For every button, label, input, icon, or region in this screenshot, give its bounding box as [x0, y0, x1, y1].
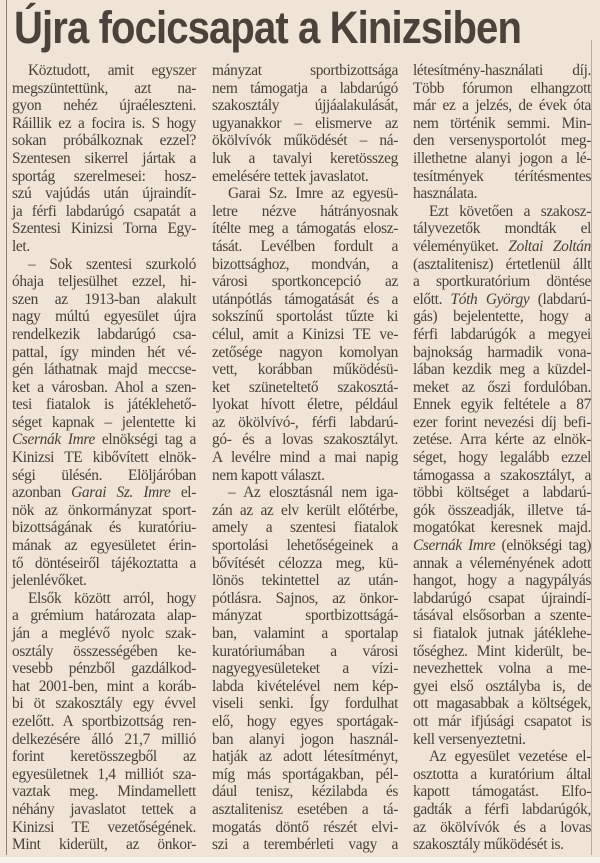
text-line [212, 291, 398, 309]
line-text: ján a meglévő nyolc szak- [12, 625, 196, 642]
line-text: (elnökségi tag) [495, 537, 591, 555]
line-text: elő, hogy egyes sportágak- [212, 712, 398, 730]
line-text: tesi fiatalok is játéklehető- [12, 396, 196, 414]
line-text: bi öt szakosztály egy évvel [12, 695, 196, 713]
text-line [212, 220, 398, 238]
text-line [212, 731, 398, 749]
text-line [212, 643, 398, 661]
text-line [413, 256, 591, 274]
line-text: forint keretösszegből az [12, 748, 196, 766]
text-line [212, 801, 398, 819]
line-text: gók összeadják, illetve tá- [413, 501, 591, 519]
text-line [12, 185, 196, 203]
line-text: Köztudott, amit egyszer [28, 62, 196, 79]
text-line [413, 449, 591, 467]
line-text: el- [170, 484, 196, 502]
text-line [12, 132, 196, 150]
line-text: delkezésére álló 21,7 millió [12, 730, 196, 748]
line-text: férfi labdarúgók a megyei [413, 325, 591, 343]
line-text: sokszínű sportolást tűzte ki [212, 308, 398, 326]
line-text: az ökölvívók és a lovas [413, 818, 591, 836]
text-line [12, 326, 196, 344]
text-line [12, 97, 196, 115]
line-text: (labdarú- [529, 290, 592, 308]
line-text: asztalitenisz esetében a tá- [212, 800, 398, 818]
line-text: sokan próbálkoznak ezzel? [12, 132, 196, 150]
text-line [12, 484, 196, 502]
text-line [413, 660, 591, 678]
line-text: viseli senki. Így fordulhat [212, 695, 398, 713]
text-line [12, 660, 196, 678]
text-line [413, 203, 591, 221]
line-text: bővítését célozza meg, kü- [212, 554, 398, 572]
text-line [413, 643, 591, 661]
text-line [12, 308, 196, 326]
line-text: labdarúgó csapat újraindí- [413, 589, 591, 607]
text-line [413, 819, 591, 837]
line-text: hangot, hogy a nagypályás [413, 572, 591, 590]
text-line [413, 590, 591, 608]
line-text: illethetne alanyi jogon a lé- [413, 149, 591, 167]
line-text: – Az elosztásnál nem iga- [228, 484, 398, 502]
text-line [212, 150, 398, 168]
line-text: nem támogatja a labdarúgó [212, 79, 398, 97]
line-text: ítélte meg a támogatás elosz- [212, 220, 398, 238]
column-1 [12, 62, 196, 854]
line-text: bizottsághoz, mondván, a [212, 255, 398, 273]
line-text: emelésére tettek javaslatot. [212, 167, 369, 185]
line-text: dául tenisz, kézilabda és [212, 783, 398, 801]
person-name: Csernák Imre [12, 431, 95, 449]
text-line [212, 678, 398, 696]
line-text: tőséghez. Mint kiderült, be- [413, 642, 591, 660]
line-text: véleményüket. [413, 237, 509, 255]
line-text: kuratóriumában a városi [212, 642, 398, 660]
line-text: városi sportkoncepció az [212, 273, 398, 291]
line-text: Kinizsi TE kibővített elnök- [12, 449, 196, 467]
line-text: egyesületnek 1,4 milliót sza- [12, 765, 196, 783]
line-text: mogatókat keresnek majd. [413, 519, 591, 537]
text-line [212, 607, 398, 625]
line-text: néhány javaslatot tettek a [12, 800, 196, 818]
line-text: vesebb pénzből gazdálkod- [12, 660, 196, 678]
text-line [413, 766, 591, 784]
text-line [12, 555, 196, 573]
person-name: Garai Sz. Imre [71, 484, 171, 502]
text-line [12, 431, 196, 449]
line-text: ugyanakkor – elismerve az [212, 114, 398, 132]
text-line [12, 590, 196, 608]
text-line [413, 537, 591, 555]
line-text: – Sok szentesi szurkoló [28, 255, 196, 273]
line-text: hat 2001-ben, mint a koráb- [12, 677, 196, 695]
line-text: Az egyesület vezetése el- [429, 748, 591, 766]
text-line [413, 836, 591, 854]
text-line [212, 449, 398, 467]
line-text: létesítmény-használati díj. [413, 62, 591, 79]
line-text: nagyegyesületeket a vízi- [212, 660, 398, 678]
text-line [12, 572, 196, 590]
text-line [212, 519, 398, 537]
text-line [12, 748, 196, 766]
text-line [413, 80, 591, 98]
text-line [413, 344, 591, 362]
text-line [12, 607, 196, 625]
line-text: az ökölvívó-, férfi labdarú- [212, 413, 398, 431]
line-text: kapott támogatást. Elfo- [413, 783, 591, 801]
line-text: ökölvívók működését – ná- [212, 132, 398, 150]
text-line [212, 590, 398, 608]
text-line [212, 467, 398, 485]
line-text: használata. [413, 185, 478, 203]
text-line [413, 555, 591, 573]
text-line [413, 115, 591, 133]
text-line [413, 97, 591, 115]
line-text: szú vajúdás után újraindít- [12, 185, 196, 203]
text-line [413, 783, 591, 801]
text-line [212, 572, 398, 590]
text-line [12, 396, 196, 414]
text-line [12, 256, 196, 274]
line-text: Ennek egyik feltétele a 87 [413, 396, 591, 414]
line-text: lában kezdik meg a küzdel- [413, 361, 591, 379]
line-text: szakosztály működését is. [413, 836, 564, 854]
line-text: nem történik semmi. Min- [413, 114, 591, 132]
line-text: bajnokság harmadik vona- [413, 343, 591, 361]
line-text: óhaja teljesülhet ezzel, hi- [12, 273, 196, 291]
text-line [212, 326, 398, 344]
line-text: tását. Levélben fordult a [212, 237, 398, 255]
text-line [12, 344, 196, 362]
line-text: ban alanyi jogon használ- [212, 730, 398, 748]
line-text: mányzat sportbizottságá- [212, 607, 398, 625]
line-text: sportág szerelmesei: hosz- [12, 167, 196, 185]
text-line [413, 379, 591, 397]
line-text: ket a városban. Ahol a szen- [12, 378, 196, 396]
text-line [413, 502, 591, 520]
line-text: a grémium határozata alap- [12, 607, 196, 625]
line-text: ban, valamint a sportalap [212, 625, 398, 642]
line-text: lyokat hívott életre, például [212, 396, 398, 414]
text-line [12, 115, 196, 133]
text-line [12, 414, 196, 432]
line-text: elnökségi tag a [94, 431, 196, 449]
text-line [212, 62, 398, 80]
line-text: már ez a jelzés, de évek óta [413, 97, 591, 115]
line-text: osztály összességében ke- [12, 642, 196, 660]
text-line [12, 150, 196, 168]
text-line [212, 273, 398, 291]
line-text: hatják az adott létesítményt, [212, 748, 398, 766]
text-line [413, 62, 591, 80]
line-text: szakosztály újjáalakulását, [212, 97, 398, 115]
text-line [12, 168, 196, 186]
text-line [212, 203, 398, 221]
text-line [212, 484, 398, 502]
text-line [413, 361, 591, 379]
person-name: Tóth György [450, 290, 530, 308]
line-text: kell versenyeztetni. [413, 730, 526, 748]
text-line [212, 256, 398, 274]
column-2 [212, 62, 398, 854]
text-line [12, 731, 196, 749]
line-text: Több fórumon elhangzott [413, 79, 591, 97]
line-text: Mint kiderült, az önkor- [12, 836, 196, 854]
text-line [212, 361, 398, 379]
text-line [413, 572, 591, 590]
line-text: zetősége nagyon komolyan [212, 343, 398, 361]
text-line [413, 467, 591, 485]
text-line [12, 713, 196, 731]
line-text: vaztak meg. Mindamellett [12, 783, 196, 801]
text-line [212, 379, 398, 397]
text-line [12, 537, 196, 555]
text-line [413, 431, 591, 449]
line-text: bizottságának és kuratóriu- [12, 519, 196, 537]
text-line [212, 713, 398, 731]
line-text: ségi ülésén. Elöljáróban [12, 466, 196, 484]
text-line [212, 308, 398, 326]
column-3 [413, 62, 591, 854]
text-line [212, 238, 398, 256]
text-line [413, 607, 591, 625]
line-text: gó- és a lovas szakosztályt. [212, 431, 398, 449]
line-text: rendelkezik labdarúgó csa- [12, 325, 196, 343]
text-line [413, 185, 591, 203]
line-text: tő döntéseiről tájékoztatta a [12, 554, 196, 572]
line-text: ket szüneteltető szakosztá- [212, 378, 398, 396]
line-text: séget kapnak – jelentette ki [12, 413, 196, 431]
text-line [413, 291, 591, 309]
text-line [212, 344, 398, 362]
text-line [413, 519, 591, 537]
line-text: tásával elsősorban a szente- [413, 607, 591, 625]
line-text: nök az önkormányzat sport- [12, 501, 196, 519]
line-text: luk a tavalyi keretösszeg [212, 149, 398, 167]
text-line [12, 449, 196, 467]
line-text: megszüntettünk, azt na- [12, 79, 196, 97]
line-text: Ráillik ez a focira is. S hogy [12, 114, 196, 132]
line-text: ja férfi labdarúgó csapatát a [12, 202, 196, 220]
line-text: jelenlévőket. [12, 572, 87, 590]
text-line [12, 502, 196, 520]
line-text: Garai Sz. Imre az egyesü- [228, 185, 398, 203]
line-text: labda kivételével nem kép- [212, 677, 398, 695]
text-line [212, 625, 398, 643]
line-text: sportolási lehetőségeinek a [212, 537, 398, 555]
line-text: szen az 1913-ban alakult [12, 290, 196, 308]
text-line [413, 678, 591, 696]
text-line [12, 80, 196, 98]
line-text: többi költséget a labdarú- [413, 484, 591, 502]
text-line [413, 695, 591, 713]
line-text: gadták a férfi labdarúgók, [413, 800, 591, 818]
text-line [413, 168, 591, 186]
line-text: előtt. [413, 290, 451, 308]
text-line [212, 660, 398, 678]
line-text: ezer forint nevezési díj befi- [413, 413, 591, 431]
text-line [212, 836, 398, 854]
line-text: pattal, így minden hét vé- [12, 343, 196, 361]
line-text: nevezhettek volna a me- [413, 660, 591, 678]
text-line [413, 273, 591, 291]
text-line [212, 819, 398, 837]
text-line [212, 555, 398, 573]
text-line [12, 379, 196, 397]
line-text: ott magasabbak a költségek, [413, 695, 591, 713]
text-line [12, 678, 196, 696]
line-text: míg más sportágakban, pél- [212, 765, 398, 783]
line-text: meket az őszi fordulóban. [413, 378, 591, 396]
line-text: tályvezetők mondták el [413, 220, 591, 238]
line-text: Elsők között arról, hogy [28, 589, 196, 607]
line-text: mának az egyesületet érin- [12, 537, 196, 555]
line-text: gás) bejelentette, hogy a [413, 308, 591, 326]
text-line [212, 168, 398, 186]
line-text: Szentesi Kinizsi Torna Egy- [12, 220, 196, 238]
line-text: letre nézve hátrányosnak [212, 202, 398, 220]
text-line [413, 731, 591, 749]
line-text: Kinizsi TE vezetőségének. [12, 818, 196, 836]
line-text: den versenysportolót meg- [413, 132, 591, 150]
line-text: séget, hogy legalább ezzel [413, 449, 591, 467]
line-text: Szentesen sikerrel jártak a [12, 149, 196, 167]
headline: Újra focicsapat a Kinizsiben [14, 2, 522, 53]
text-line [212, 783, 398, 801]
line-text: annak a véleményének adott [413, 554, 591, 572]
text-line [12, 361, 196, 379]
text-line [12, 291, 196, 309]
text-line [12, 783, 196, 801]
text-line [413, 396, 591, 414]
text-line [12, 519, 196, 537]
text-line [413, 326, 591, 344]
line-text: mogatás döntő részét elvi- [212, 818, 398, 836]
text-line [413, 238, 591, 256]
line-text: ott már ifjúsági csapatot is [413, 712, 591, 730]
text-line [12, 836, 196, 854]
text-line [12, 801, 196, 819]
text-line [413, 484, 591, 502]
text-line [413, 220, 591, 238]
text-line [212, 766, 398, 784]
text-line [413, 414, 591, 432]
line-text: let. [12, 237, 30, 255]
text-line [12, 643, 196, 661]
text-line [413, 150, 591, 168]
text-line [413, 132, 591, 150]
line-text: lönös tekintettel az után- [212, 572, 398, 590]
line-text: vett, korábban működésü- [212, 361, 398, 379]
text-line [212, 185, 398, 203]
person-name: Zoltai Zoltán [508, 237, 591, 255]
text-line [212, 431, 398, 449]
line-text: mányzat sportbizottsága [212, 62, 398, 79]
text-line [212, 80, 398, 98]
text-line [12, 819, 196, 837]
line-text: szi a terembérleti vagy a [212, 836, 398, 854]
text-line [12, 766, 196, 784]
line-text: gyei első osztályba is, de [413, 677, 591, 695]
line-text: A levélre mind a mai napig [212, 449, 398, 467]
article-body [0, 62, 600, 857]
text-line [413, 713, 591, 731]
text-line [12, 62, 196, 80]
text-line [12, 695, 196, 713]
line-text: célul, amit a Kinizsi TE ve- [212, 325, 398, 343]
line-text: azonban [12, 484, 72, 502]
text-line [12, 625, 196, 643]
text-line [12, 467, 196, 485]
text-line [413, 308, 591, 326]
line-text: nem kapott választ. [212, 466, 325, 484]
line-text: nagy múltú egyesület újra [12, 308, 196, 326]
line-text: utánpótlás támogatását és a [212, 290, 398, 308]
line-text: pótlásra. Sajnos, az önkor- [212, 589, 398, 607]
line-text: zán az az elv került előtérbe, [212, 501, 398, 519]
line-text: gén láthatnak majd meccse- [12, 361, 196, 379]
text-line [212, 748, 398, 766]
text-line [212, 97, 398, 115]
line-text: osztotta a kuratórium által [413, 765, 591, 783]
line-text: tesítmények térítésmentes [413, 167, 591, 185]
text-line [212, 414, 398, 432]
text-line [212, 695, 398, 713]
text-line [413, 801, 591, 819]
text-line [12, 238, 196, 256]
line-text: támogassa a szakosztályt, a [413, 466, 591, 484]
line-text: gyon nehéz újraéleszteni. [12, 97, 196, 115]
page-bottom-edge [0, 857, 600, 863]
text-line [212, 396, 398, 414]
text-line [413, 625, 591, 643]
line-text: si fiatalok jutnak játéklehe- [413, 625, 591, 642]
line-text: (asztalitenisz) értetlenül állt [413, 255, 591, 273]
text-line [413, 748, 591, 766]
line-text: zetése. Arra kérte az elnök- [413, 431, 591, 449]
text-line [212, 502, 398, 520]
line-text: Ezt követően a szakosz- [429, 202, 591, 220]
text-line [12, 203, 196, 221]
person-name: Csernák Imre [413, 537, 496, 555]
line-text: a sportkuratórium döntése [413, 273, 591, 291]
text-line [12, 220, 196, 238]
line-text: ezelőtt. A sportbizottság ren- [12, 712, 196, 730]
line-text: amely a szentesi fiatalok [212, 519, 398, 537]
text-line [12, 273, 196, 291]
text-line [212, 537, 398, 555]
text-line [212, 115, 398, 133]
text-line [212, 132, 398, 150]
